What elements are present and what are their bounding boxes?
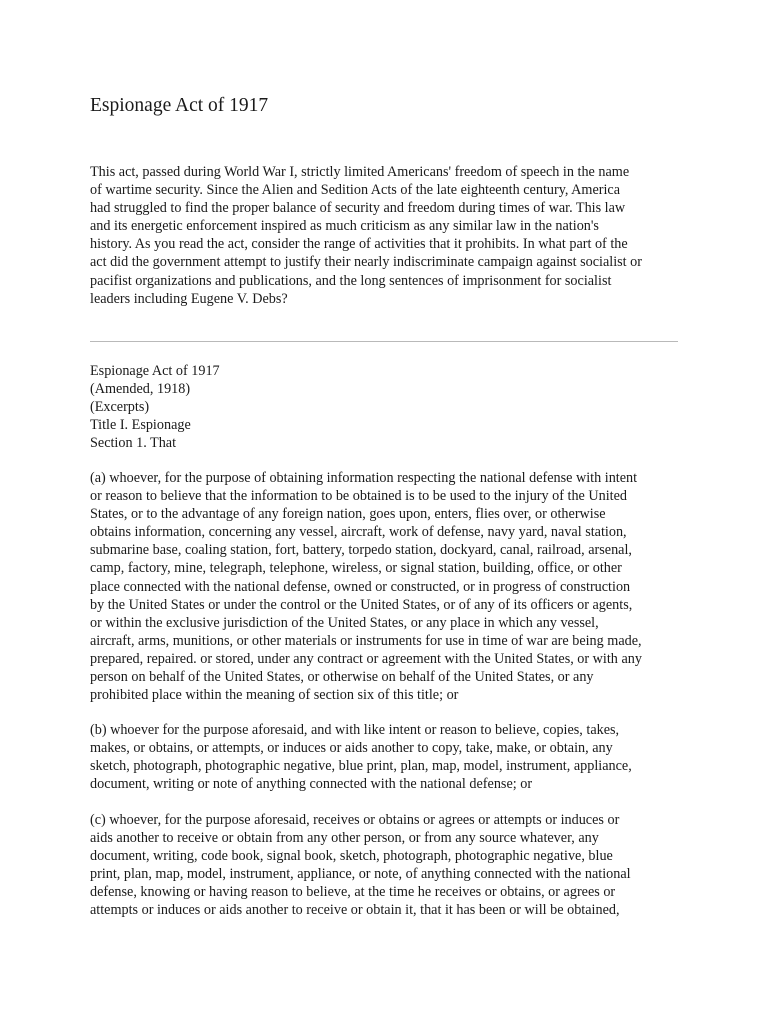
act-amendment: (Amended, 1918): [90, 381, 191, 398]
intro-line: pacifist organizations and publications, and the long sentences of imprisonment for socialist: [90, 272, 612, 289]
clause-line: prohibited place within the meaning of section six of this title; or: [90, 687, 459, 704]
clause-line: (c) whoever, for the purpose aforesaid, receives or obtains or agrees or attempts or induces or: [90, 812, 620, 828]
clause-line: aids another to receive or obtain from any other person, or from any source whatever, any: [90, 830, 599, 847]
act-section-heading: Section 1. That: [90, 435, 177, 452]
clause-line: prepared, repaired. or stored, under any contract or agreement with the United States, or with any: [90, 650, 642, 667]
clause-line: makes, or obtains, or attempts, or induces or aids another to copy, take, make, or obtain, any: [90, 740, 613, 757]
act-header: [90, 362, 220, 452]
section-divider: [90, 341, 678, 342]
clause-line: by the United States or under the control or the United States, or of any of its officers or agents,: [90, 596, 633, 613]
clause-line: defense, knowing or having reason to believe, at the time he receives or obtains, or agrees or: [90, 884, 616, 901]
intro-line: and its energetic enforcement inspired as much criticism as any similar law in the nation's: [90, 218, 599, 235]
clause-line: (b) whoever for the purpose aforesaid, and with like intent or reason to believe, copies, takes,: [90, 722, 620, 738]
clause-a-paragraph: [90, 469, 690, 704]
document-title: Espionage Act of 1917: [90, 95, 269, 116]
clause-line: attempts or induces or aids another to receive or obtain it, that it has been or will be obtained,: [90, 902, 620, 919]
clause-line: person on behalf of the United States, or otherwise on behalf of the United States, or any: [90, 669, 594, 686]
intro-line: act did the government attempt to justify their nearly indiscriminate campaign against socialist or: [90, 254, 642, 271]
clause-line: obtains information, concerning any vessel, aircraft, work of defense, navy yard, naval station,: [90, 524, 627, 541]
act-title: Espionage Act of 1917: [90, 363, 220, 379]
clause-line: document, writing, code book, signal book, sketch, photograph, photographic negative, blue: [90, 848, 613, 865]
intro-line: history. As you read the act, consider the range of activities that it prohibits. In what part of the: [90, 236, 628, 253]
clause-line: submarine base, coaling station, fort, battery, torpedo station, dockyard, canal, railroad, arsenal,: [90, 542, 632, 559]
clause-line: States, or to the advantage of any foreign nation, goes upon, enters, flies over, or otherwise: [90, 506, 606, 523]
clause-line: camp, factory, mine, telegraph, telephone, wireless, or signal station, building, office, or other: [90, 560, 622, 577]
clause-c-paragraph: [90, 811, 690, 920]
clause-line: aircraft, arms, munitions, or other materials or instruments for use in time of war are being made,: [90, 632, 642, 649]
clause-line: or within the exclusive jurisdiction of the United States, or any place in which any vessel,: [90, 614, 599, 631]
clause-line: sketch, photograph, photographic negative, blue print, plan, map, model, instrument, appliance,: [90, 758, 632, 775]
clause-b-paragraph: [90, 721, 690, 793]
intro-paragraph: [90, 163, 690, 308]
intro-line: leaders including Eugene V. Debs?: [90, 290, 288, 307]
clause-line: document, writing or note of anything connected with the national defense; or: [90, 776, 533, 793]
intro-line: of wartime security. Since the Alien and Sedition Acts of the late eighteenth century, America: [90, 182, 621, 199]
act-excerpts-note: (Excerpts): [90, 399, 150, 416]
act-title-heading: Title I. Espionage: [90, 417, 191, 434]
clause-line: or reason to believe that the information to be obtained is to be used to the injury of the United: [90, 488, 628, 505]
intro-line: This act, passed during World War I, strictly limited Americans' freedom of speech in the name: [90, 164, 630, 180]
clause-line: place connected with the national defense, owned or constructed, or in progress of construction: [90, 578, 631, 595]
clause-line: print, plan, map, model, instrument, appliance, or note, of anything connected with the national: [90, 866, 631, 883]
intro-line: had struggled to find the proper balance of security and freedom during times of war. This law: [90, 200, 626, 217]
clause-line: (a) whoever, for the purpose of obtaining information respecting the national defense with intent: [90, 470, 638, 486]
